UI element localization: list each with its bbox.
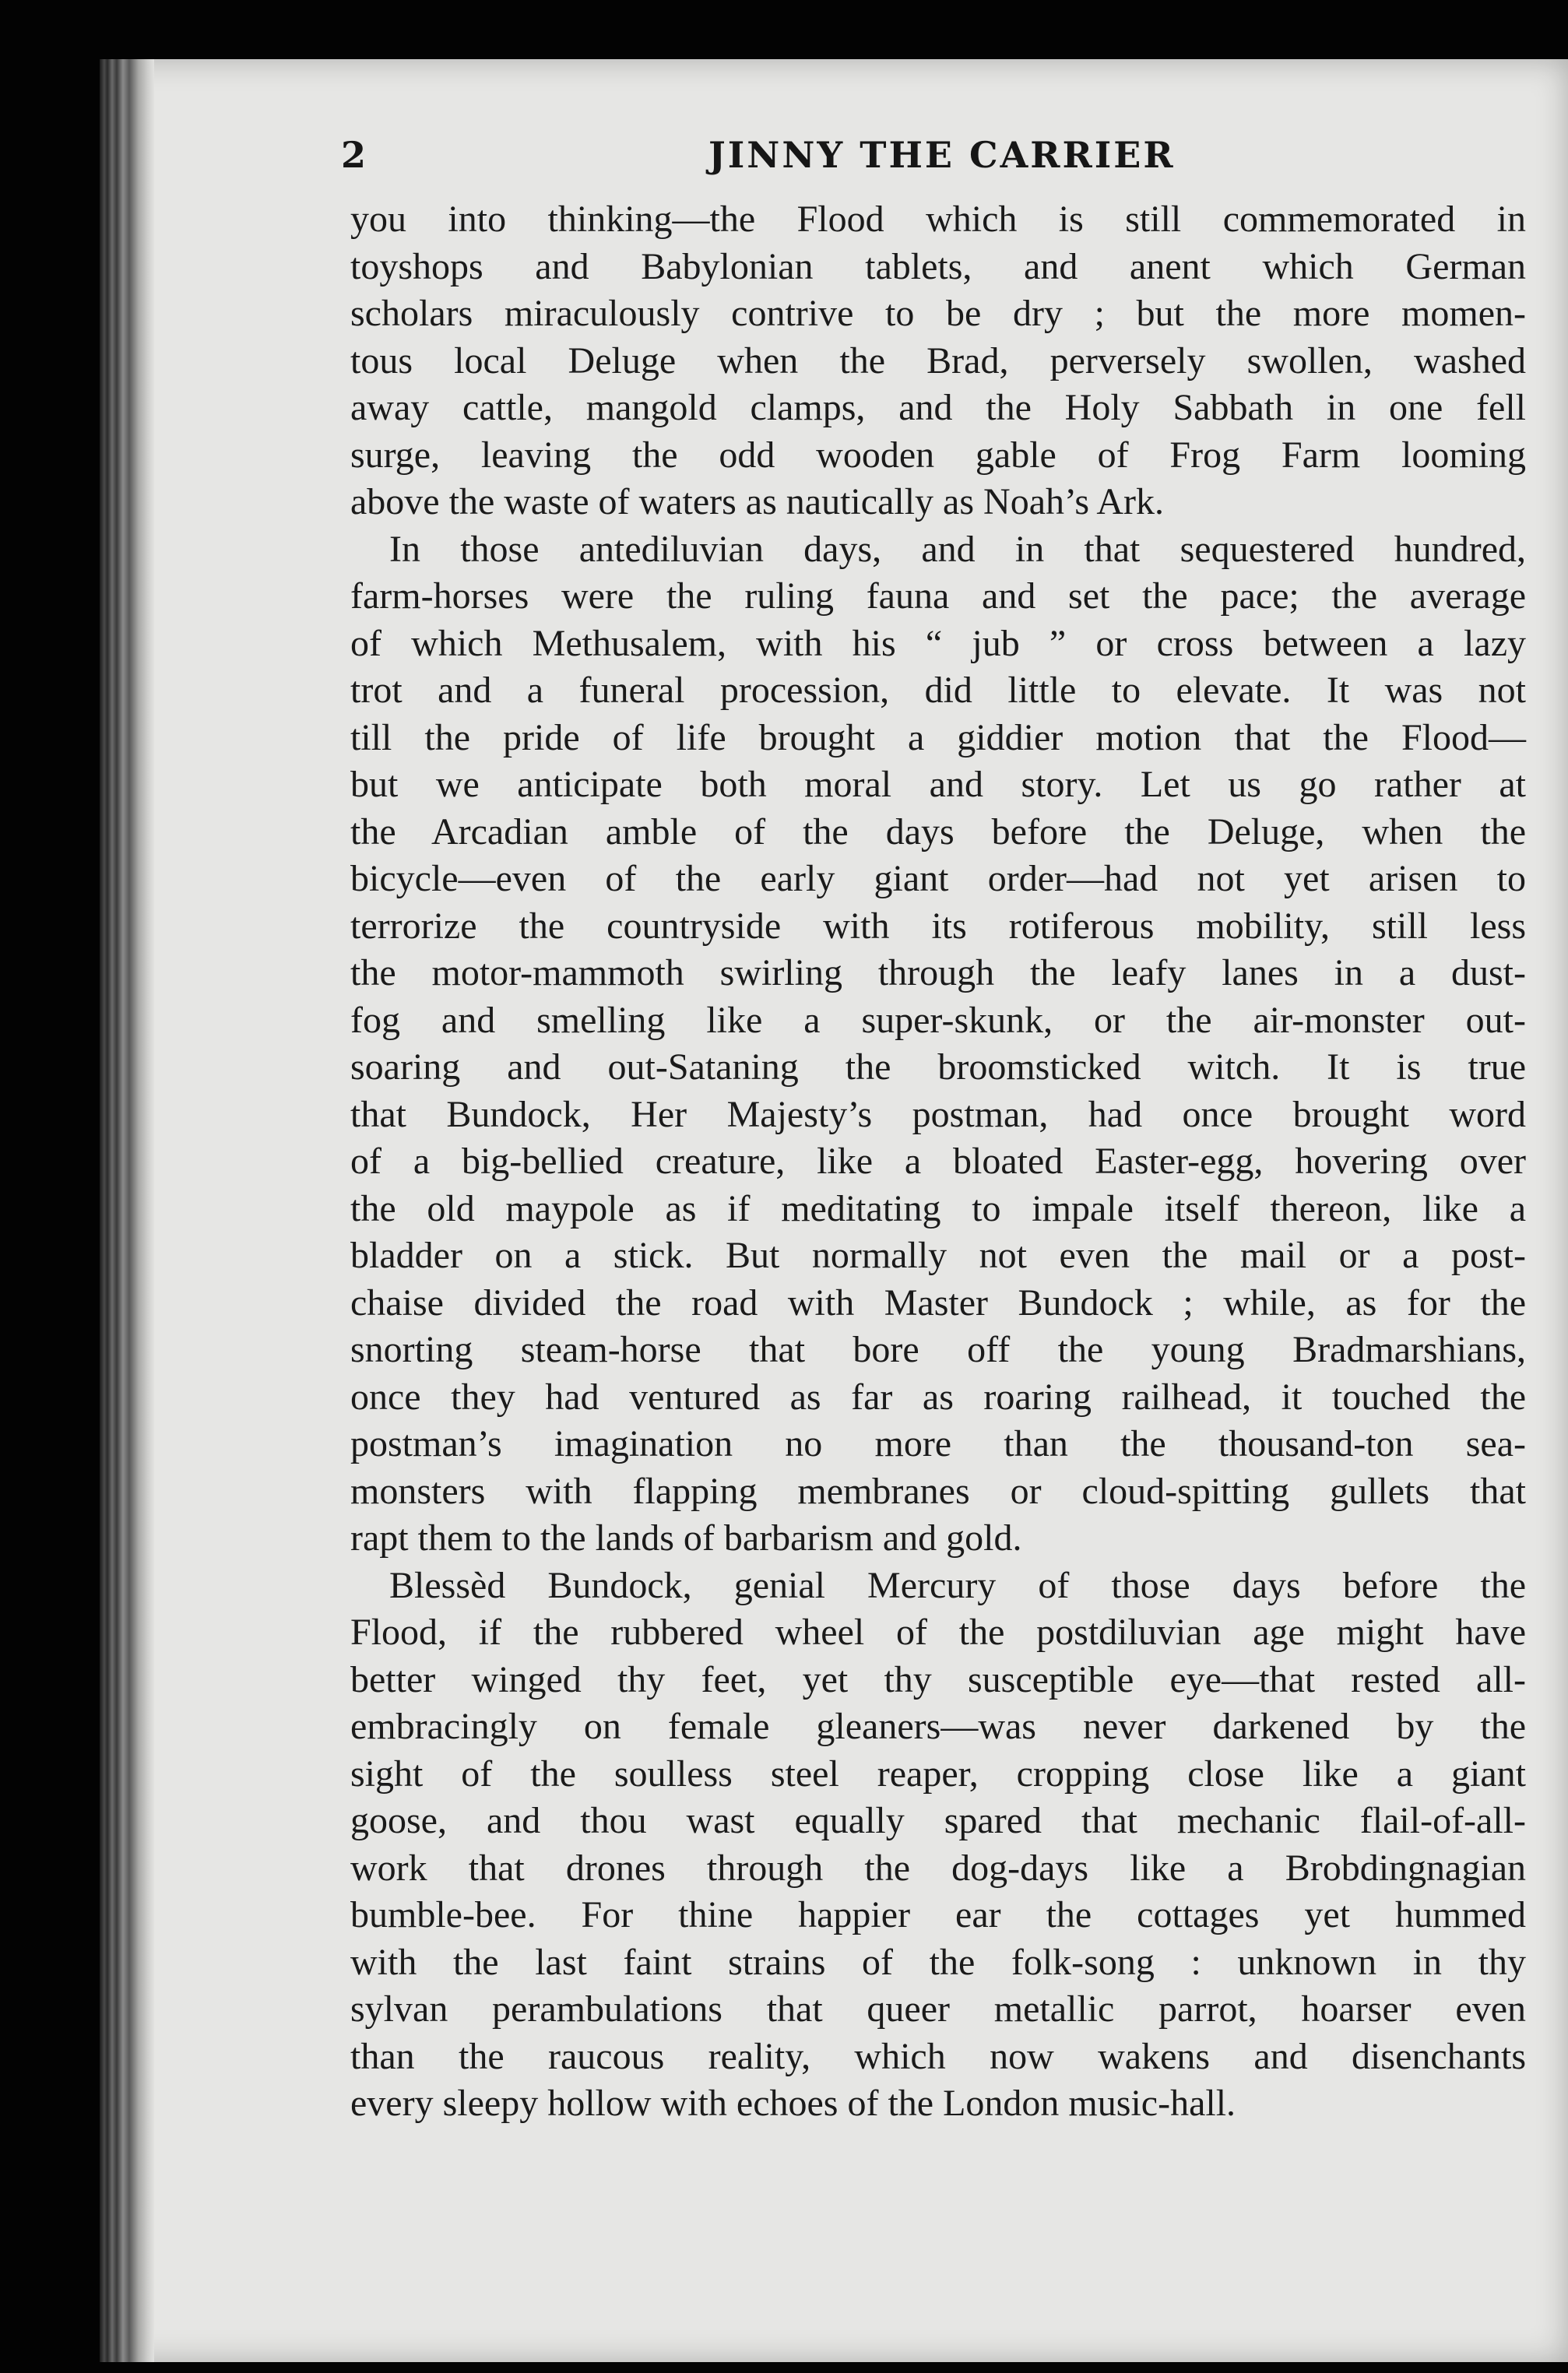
text-line: that Bundock, Her Majesty’s postman, had once brought word [350, 1093, 1526, 1135]
text-line: Blessèd Bundock, genial Mercury of those days before the [389, 1564, 1526, 1606]
text-line: scholars miraculously contrive to be dry ; but the more momen- [350, 293, 1526, 334]
paragraph-1 [350, 196, 1526, 526]
body-text [350, 196, 1526, 2128]
text-line: terrorize the countryside with its rotiferous mobility, still less [350, 905, 1526, 947]
text-line: bladder on a stick. But normally not even the mail or a post- [350, 1235, 1526, 1276]
text-line: once they had ventured as far as roaring railhead, it touched the [350, 1376, 1526, 1418]
text-line: work that drones through the dog-days like a Brobdingnagian [350, 1847, 1526, 1889]
text-line: above the waste of waters as nautically as Noah’s Ark. [350, 481, 1165, 522]
text-line: every sleepy hollow with echoes of the London music-hall. [350, 2083, 1236, 2124]
text-line: soaring and out-Sataning the broomsticked witch. It is true [350, 1046, 1526, 1088]
text-line: goose, and thou wast equally spared that mechanic flail-of-all- [350, 1800, 1526, 1841]
text-line: In those antediluvian days, and in that sequestered hundred, [389, 528, 1526, 570]
text-line: rapt them to the lands of barbarism and gold. [350, 1517, 1022, 1559]
text-line: surge, leaving the odd wooden gable of Frog Farm looming [350, 434, 1526, 476]
text-line: better winged thy feet, yet thy susceptible eye—that rested all- [350, 1658, 1526, 1700]
text-line: monsters with flapping membranes or cloud-spitting gullets that [350, 1470, 1526, 1512]
text-line: but we anticipate both moral and story. Let us go rather at [350, 764, 1526, 805]
text-line: postman’s imagination no more than the thousand-ton sea- [350, 1423, 1526, 1464]
text-line: the Arcadian amble of the days before the Deluge, when the [350, 810, 1526, 853]
text-line: the old maypole as if meditating to impale itself thereon, like a [350, 1187, 1526, 1229]
paragraph-3 [350, 1563, 1526, 2128]
text-line: tous local Deluge when the Brad, perversely swollen, washed [350, 339, 1526, 381]
text-line: the motor-mammoth swirling through the leafy lanes in a dust- [350, 952, 1526, 993]
text-line: of a big-bellied creature, like a bloated Easter-egg, hovering over [350, 1141, 1526, 1182]
text-line: sight of the soulless steel reaper, cropping close like a giant [350, 1753, 1526, 1795]
paragraph-2 [350, 526, 1526, 1563]
text-line: fog and smelling like a super-skunk, or the air-monster out- [350, 999, 1526, 1041]
text-line: chaise divided the road with Master Bundock ; while, as for the [350, 1281, 1526, 1324]
text-line: away cattle, mangold clamps, and the Holy Sabbath in one fell [350, 387, 1526, 428]
text-line: snorting steam-horse that bore off the young Bradmarshians, [350, 1329, 1526, 1370]
text-line: Flood, if the rubbered wheel of the postdiluvian age might have [350, 1612, 1526, 1653]
text-line: with the last faint strains of the folk-song : unknown in thy [350, 1941, 1526, 1983]
text-line: farm-horses were the ruling fauna and set the pace; the average [350, 575, 1526, 617]
text-line: sylvan perambulations that queer metallic parrot, hoarser even [350, 1988, 1526, 2030]
text-line: of which Methusalem, with his “ jub ” or cross between a lazy [350, 622, 1526, 664]
page-number: 2 [341, 134, 367, 176]
text-line: than the raucous reality, which now wakens and disenchants [350, 2035, 1526, 2077]
text-line: bicycle—even of the early giant order—had not yet arisen to [350, 858, 1526, 899]
text-line: toyshops and Babylonian tablets, and anent which German [350, 245, 1526, 287]
text-line: embracingly on female gleaners—was never darkened by the [350, 1706, 1526, 1747]
text-line: till the pride of life brought a giddier motion that the Flood— [350, 716, 1526, 758]
text-line: you into thinking—the Flood which is still commemorated in [350, 199, 1526, 240]
running-head: JINNY THE CARRIER [708, 134, 1176, 176]
text-line: bumble-bee. For thine happier ear the cottages yet hummed [350, 1894, 1526, 1935]
book-binding-edge [100, 59, 154, 2362]
text-line: trot and a funeral procession, did little to elevate. It was not [350, 670, 1526, 711]
page-header [341, 123, 1509, 185]
